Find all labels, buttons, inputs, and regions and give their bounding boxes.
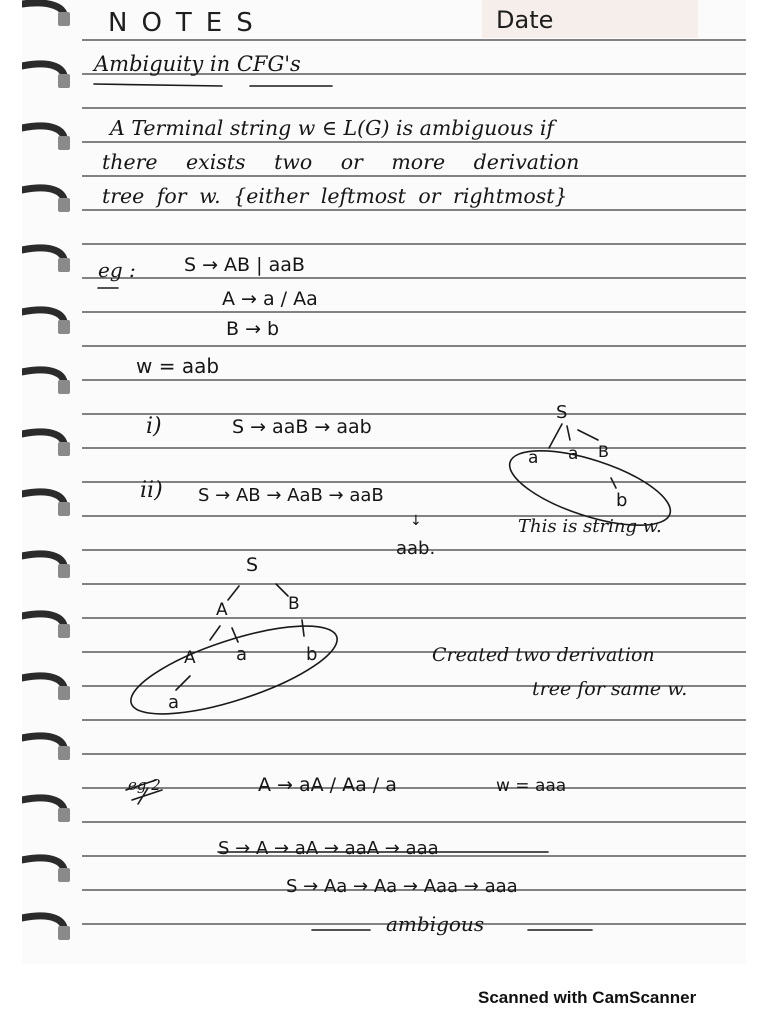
page-title: Ambiguity in CFG's: [94, 52, 301, 76]
derivation-3-struck: S → A → aA → aaA → aaa: [218, 838, 439, 859]
example-2-label: eg 2: [128, 776, 161, 794]
tree2-edge: [176, 676, 190, 690]
definition-line-2: there exists two or more derivation: [102, 150, 580, 174]
camscanner-watermark: Scanned with CamScanner: [478, 988, 697, 1007]
tree2-node: b: [306, 644, 318, 665]
grammar-2-rule: A → aA / Aa / a: [258, 774, 397, 796]
grammar-rule-s: S → AB | aaB: [184, 254, 305, 276]
tree1-leaf: a: [528, 448, 539, 468]
tree2-node: B: [288, 594, 300, 614]
tree2-edge: [302, 620, 304, 636]
derivation-2-end: aab.: [396, 538, 436, 559]
tree2-root: S: [246, 554, 259, 576]
tree1-root: S: [556, 402, 568, 423]
tree1-leaf: B: [598, 442, 609, 461]
derivation-4: S → Aa → Aa → Aaa → aaa: [286, 876, 518, 897]
grammar-rule-a: A → a / Aa: [222, 288, 318, 310]
string-w-2: w = aaa: [496, 776, 567, 796]
tree2-node: A: [216, 600, 228, 620]
tree1-edge: [549, 424, 562, 448]
example-label: eg :: [98, 258, 136, 282]
tree1-edge: [611, 478, 616, 488]
tree2-node: A: [184, 648, 196, 668]
tree2-node: a: [236, 644, 248, 665]
derivation-2: S → AB → AaB → aaB: [198, 485, 384, 506]
derivation-1-label: i): [146, 414, 162, 439]
ink-drawings: [22, 0, 746, 964]
date-header: Date: [496, 6, 554, 34]
definition-line-1: A Terminal string w ∈ L(G) is ambiguous if: [110, 116, 555, 140]
notebook-page: [22, 0, 746, 964]
tree2-edge: [232, 628, 238, 642]
tree2-node: a: [168, 692, 180, 713]
derivation-1: S → aaB → aab: [232, 416, 372, 438]
tree1-note: This is string w.: [518, 516, 662, 537]
string-w: w = aab: [136, 354, 220, 378]
tree1-edge: [578, 430, 598, 440]
conclusion: ambigous: [386, 912, 485, 936]
tree2-note-line-1: Created two derivation: [432, 644, 655, 666]
grammar-rule-b: B → b: [226, 318, 280, 340]
tree2-ellipse: [122, 608, 346, 732]
derivation-2-arrow: ↓: [410, 513, 422, 529]
tree1-leaf: a: [568, 444, 579, 464]
notes-header: NOTES: [108, 8, 267, 38]
tree2-edge: [210, 626, 220, 640]
tree1-edge: [567, 426, 570, 440]
tree1-leaf: b: [616, 490, 628, 511]
tree2-edge: [228, 586, 239, 600]
title-underline: [94, 84, 222, 86]
definition-line-3: tree for w. {either leftmost or rightmost}: [102, 184, 568, 208]
tree2-note-line-2: tree for same w.: [532, 678, 688, 700]
derivation-2-label: ii): [140, 478, 163, 503]
tree2-edge: [276, 584, 288, 596]
